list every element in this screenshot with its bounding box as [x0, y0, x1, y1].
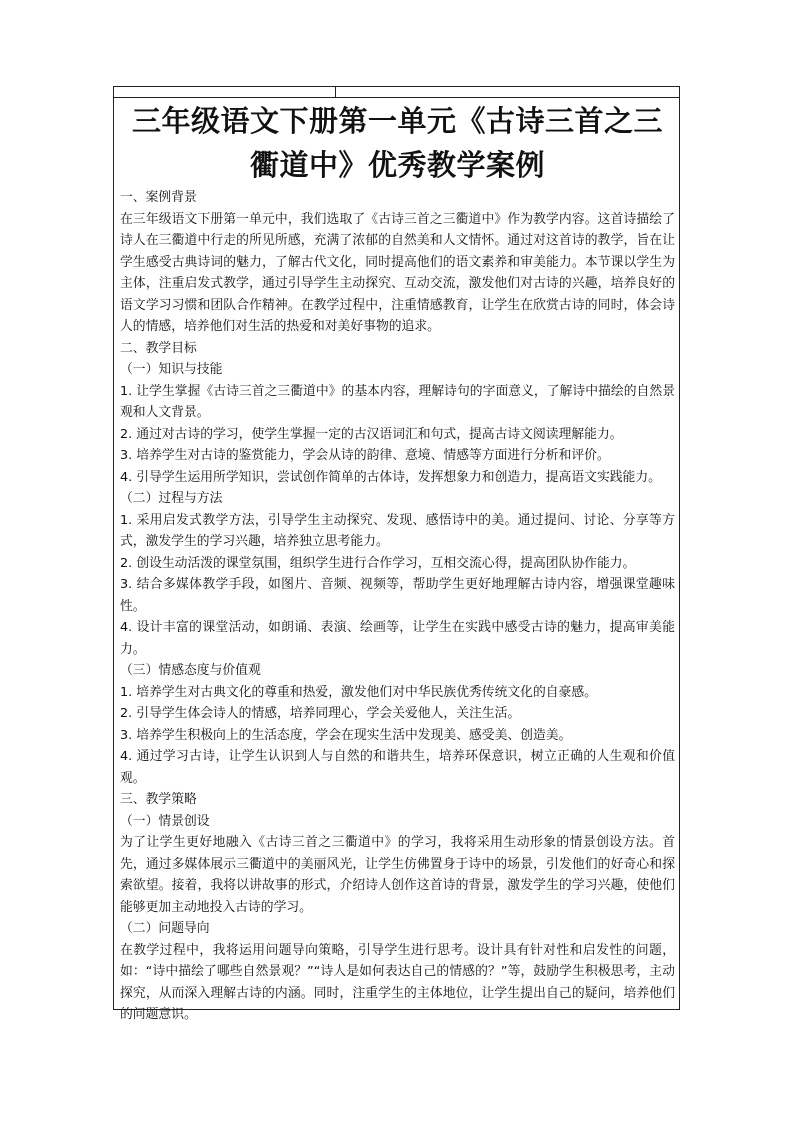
list-item: 1. 培养学生对古典文化的尊重和热爱，激发他们对中华民族优秀传统文化的自豪感。 [120, 684, 597, 700]
document-body [120, 99, 675, 1026]
paragraph-background: 在三年级语文下册第一单元中，我们选取了《古诗三首之三衢道中》作为教学内容。这首诗描绘了诗人在三衢道中行走的所见所感，充满了浓郁的自然美和人文情怀。通过对这首诗的教学，旨在让学生感受古典诗词的魅力，了解古代文化，同时提高他们的语文素养和审美能力。本节课以学生为主体，注重启发式教学，通过引导学生主动探究、互动交流，激发他们对古诗的兴趣，培养良好的语文学习习惯和团队合作精神。在教学过程中，注重情感教育，让学生在欣赏古诗的同时，体会诗人的情感，培养他们对生活的热爱和对美好事物的追求。 [120, 211, 675, 334]
list-item: 3. 培养学生对古诗的鉴赏能力，学会从诗的韵律、意境、情感等方面进行分析和评价。 [120, 448, 610, 463]
document-frame [113, 86, 680, 1022]
list-item: 2. 创设生动活泼的课堂氛围，组织学生进行合作学习，互相交流心得，提高团队协作能力。 [120, 555, 636, 571]
table-divider [335, 87, 336, 97]
subheading-attitudes-values: （三）情感态度与价值观 [120, 663, 261, 678]
subheading-process-methods: （二）过程与方法 [120, 491, 223, 506]
paragraph-scenario-creation: 为了让学生更好地融入《古诗三首之三衢道中》的学习，我将采用生动形象的情景创设方法。首先，通过多媒体展示三衢道中的美丽风光，让学生仿佛置身于诗中的场景，引发他们的好奇心和探索欲望。接着，我将以讲故事的形式，介绍诗人创作这首诗的背景，激发学生的学习兴趣，使他们能够更加主动地投入古诗的学习。 [120, 835, 675, 915]
section-heading-background: 一、案例背景 [120, 190, 197, 205]
list-item: 1. 采用启发式教学方法，引导学生主动探究、发现、感悟诗中的美。通过提问、讨论、分享等方式，激发学生的学习兴趣，培养独立思考能力。 [120, 512, 675, 549]
document-title: 三年级语文下册第一单元《古诗三首之三衢道中》优秀教学案例 [131, 104, 663, 182]
section-heading-strategies: 三、教学策略 [120, 792, 197, 807]
list-item: 2. 引导学生体会诗人的情感，培养同理心，学会关爱他人，关注生活。 [120, 706, 521, 721]
list-item: 3. 培养学生积极向上的生活态度，学会在现实生活中发现美、感受美、创造美。 [120, 727, 572, 743]
list-item: 1. 让学生掌握《古诗三首之三衢道中》的基本内容，理解诗句的字面意义，了解诗中描绘的自然景观和人文背景。 [120, 383, 675, 420]
subheading-scenario-creation: （一）情景创设 [120, 813, 210, 829]
list-item: 4. 设计丰富的课堂活动，如朗诵、表演、绘画等，让学生在实践中感受古诗的魅力，提高审美能力。 [120, 620, 675, 657]
list-item: 4. 引导学生运用所学知识，尝试创作简单的古体诗，发挥想象力和创造力，提高语文实践能力。 [120, 469, 661, 485]
table-top-row [114, 87, 679, 98]
paragraph-problem-oriented: 在教学过程中，我将运用问题导向策略，引导学生进行思考。设计具有针对性和启发性的问题，如：“诗中描绘了哪些自然景观？”“诗人是如何表达自己的情感的？”等，鼓励学生积极思考，主动探究，从而深入理解古诗的内涵。同时，注重学生的主体地位，让学生提出自己的疑问，培养他们的问题意识。 [120, 942, 675, 1022]
section-heading-objectives: 二、教学目标 [120, 340, 197, 356]
subheading-problem-oriented: （二）问题导向 [120, 921, 210, 936]
list-item: 2. 通过对古诗的学习，使学生掌握一定的古汉语词汇和句式，提高古诗文阅读理解能力。 [120, 426, 623, 442]
subheading-knowledge-skills: （一）知识与技能 [120, 362, 223, 377]
list-item: 3. 结合多媒体教学手段，如图片、音频、视频等，帮助学生更好地理解古诗内容，增强课堂趣味性。 [120, 577, 675, 614]
list-item: 4. 通过学习古诗，让学生认识到人与自然的和谐共生，培养环保意识，树立正确的人生观和价值观。 [120, 749, 675, 786]
